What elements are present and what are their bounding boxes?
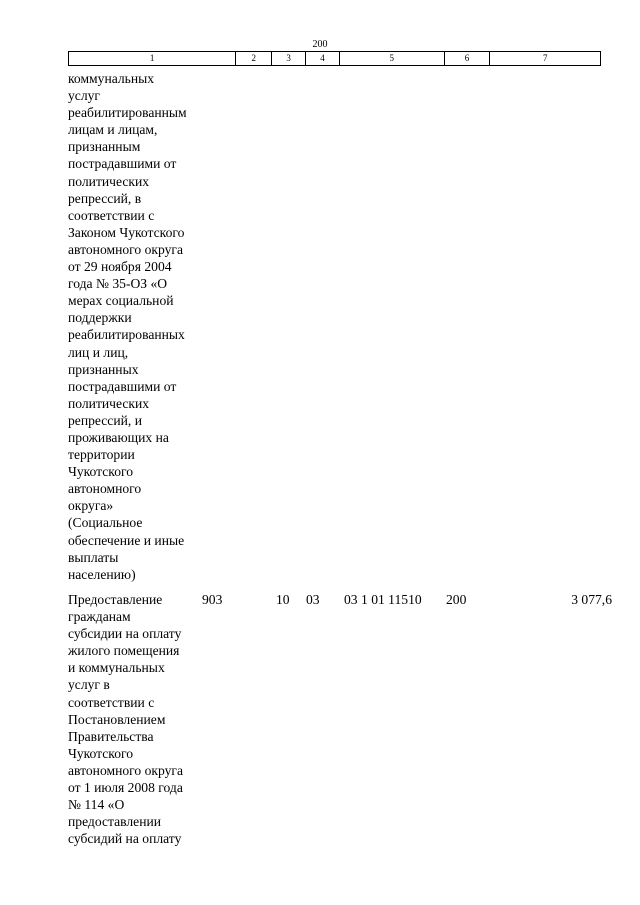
text-line: Предоставление xyxy=(68,592,163,607)
text-line: обеспечение и иные xyxy=(68,532,185,548)
column-header-5: 5 xyxy=(340,52,445,65)
text-line: коммунальных xyxy=(68,71,155,86)
text-line: проживающих на xyxy=(68,429,169,445)
text-line: округа» xyxy=(68,498,114,514)
cell-sum: 3 077,6 xyxy=(571,592,612,607)
text-line: соответствии с xyxy=(68,694,155,710)
cell-target-article: 03 1 01 11510 xyxy=(344,592,422,607)
text-line: территории xyxy=(68,447,135,463)
column-header-1: 1 xyxy=(69,52,236,65)
text-line: Чукотского xyxy=(68,464,134,480)
column-header-3: 3 xyxy=(272,52,306,65)
column-header-2: 2 xyxy=(236,52,272,65)
text-line: выплаты xyxy=(68,549,119,565)
text-line: от 1 июля 2008 года xyxy=(68,780,183,796)
text-line: автономного округа xyxy=(68,241,184,257)
text-line: жилого помещения xyxy=(68,643,180,659)
text-line: пострадавшими от xyxy=(68,378,177,394)
cell-section: 10 xyxy=(276,592,290,607)
text-line: Правительства xyxy=(68,728,154,744)
text-line: лиц и лиц, xyxy=(68,344,129,360)
row-description xyxy=(68,591,208,847)
text-line: автономного xyxy=(68,481,142,497)
text-line: автономного округа xyxy=(68,762,184,778)
text-line: поддержки xyxy=(68,310,132,326)
text-line: услуг xyxy=(68,88,100,104)
cell-expense-type: 200 xyxy=(446,592,467,607)
text-line: Постановлением xyxy=(68,711,166,727)
column-header-7: 7 xyxy=(542,53,548,63)
cell-subsection: 03 xyxy=(306,592,320,607)
text-line: гражданам xyxy=(68,609,131,625)
page-number: 200 xyxy=(312,39,328,50)
column-header-4: 4 xyxy=(306,52,340,65)
continued-row-description xyxy=(68,70,208,583)
text-line: репрессий, в xyxy=(68,190,142,206)
text-line: политических xyxy=(68,173,150,189)
text-line: Законом Чукотского xyxy=(68,224,185,240)
text-line: (Социальное xyxy=(68,515,143,531)
text-line: предоставлении xyxy=(68,814,162,830)
text-line: признанным xyxy=(68,139,141,155)
column-header-6: 6 xyxy=(445,52,491,65)
text-line: Чукотского xyxy=(68,745,134,761)
text-line: пострадавшими от xyxy=(68,156,177,172)
table-header-row xyxy=(68,51,601,66)
text-line: населению) xyxy=(68,566,136,582)
text-line: субсидии на оплату xyxy=(68,626,182,642)
cell-grbs-code: 903 xyxy=(202,592,223,607)
text-line: № 114 «О xyxy=(68,797,125,813)
text-line: соответствии с xyxy=(68,207,155,223)
text-line: реабилитированных xyxy=(68,327,185,343)
text-line: лицам и лицам, xyxy=(68,122,158,138)
text-line: репрессий, и xyxy=(68,412,142,428)
text-line: политических xyxy=(68,395,150,411)
text-line: года № 35-ОЗ «О xyxy=(68,276,168,292)
text-line: мерах социальной xyxy=(68,293,174,309)
text-line: от 29 ноября 2004 xyxy=(68,259,172,275)
text-line: признанных xyxy=(68,361,139,377)
text-line: и коммунальных xyxy=(68,660,165,676)
text-line: реабилитированным xyxy=(68,105,187,121)
text-line: субсидий на оплату xyxy=(68,831,182,847)
text-line: услуг в xyxy=(68,677,110,693)
